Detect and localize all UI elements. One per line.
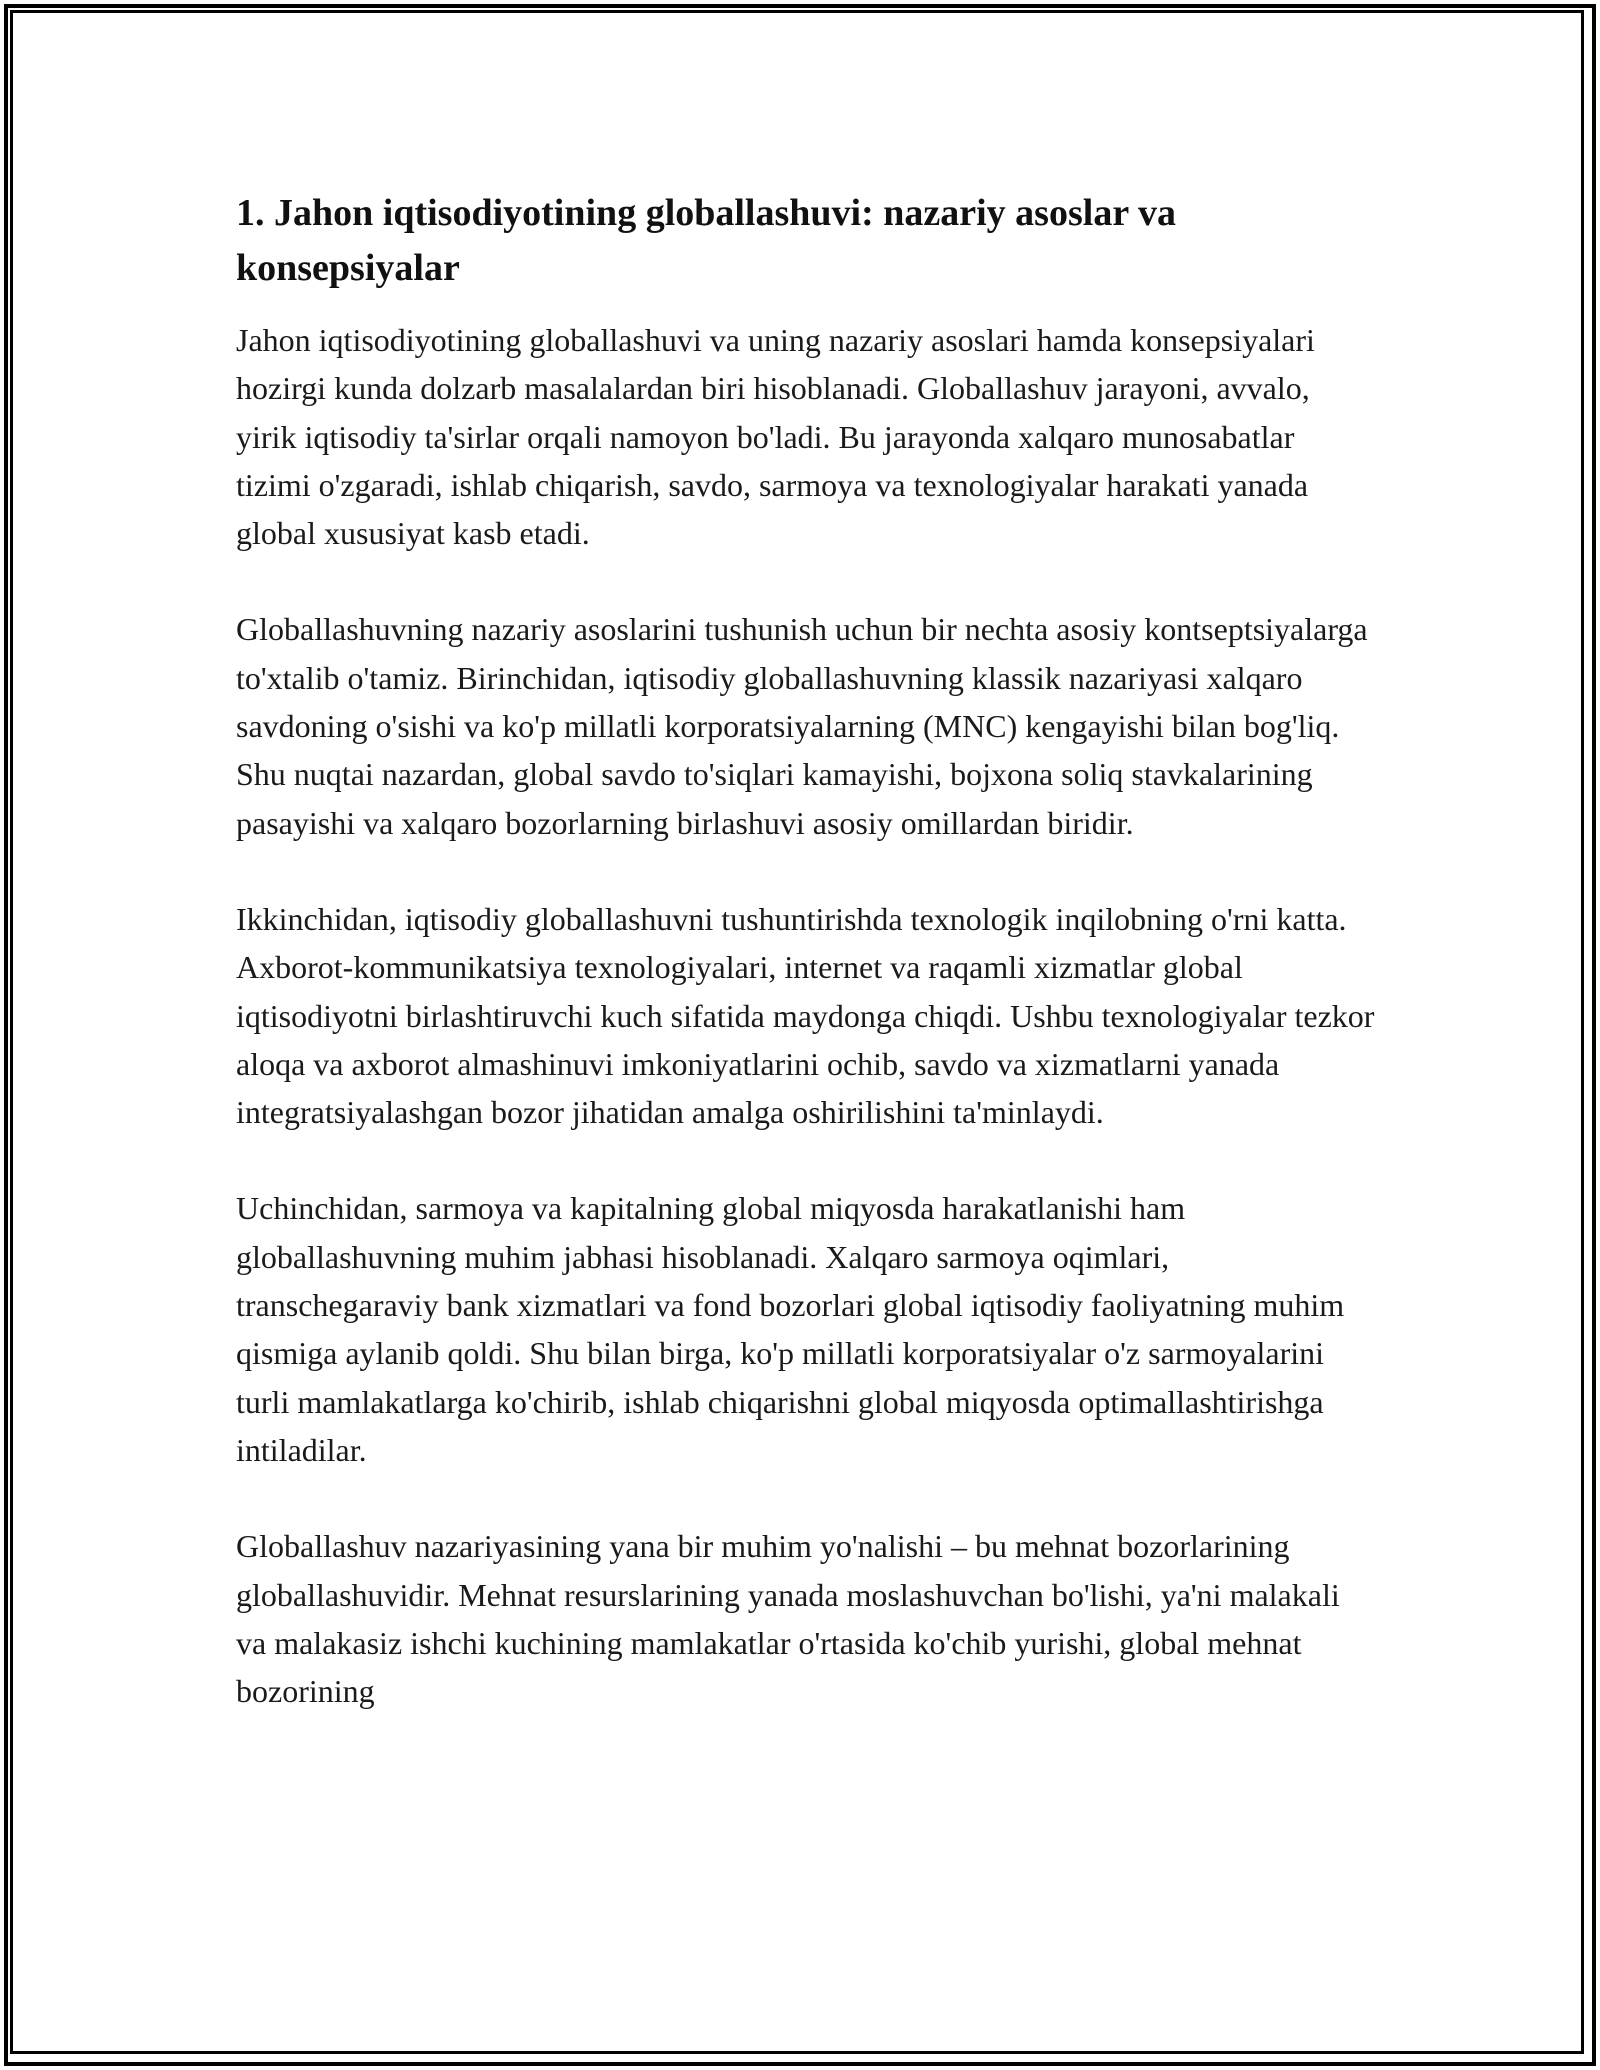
paragraph-5: Globallashuv nazariyasining yana bir muhim yo'nalishi – bu mehnat bozorlarining globallashuvidir. Mehnat resurslarining yanada moslashuvchan bo'lishi, ya'ni malakali va malakasiz ishchi kuchining mamlakatlar o'rtasida ko'chib yurishi, global mehnat bozorining	[236, 1528, 1340, 1710]
paragraph-3: Ikkinchidan, iqtisodiy globallashuvni tushuntirishda texnologik inqilobning o'rni katta. Axborot-kommunikatsiya texnologiyalari, internet va raqamli xizmatlar global iqtisodiyotni birlashtiruvchi kuch sifatida maydonga chiqdi. Ushbu texnologiyalar tezkor aloqa va axborot almashinuvi imkoniyatlarini ochib, savdo va xizmatlarni yanada integratsiyalashgan bozor jihatidan amalga oshirilishini ta'minlaydi.	[236, 900, 1375, 1131]
document-body	[236, 186, 1376, 1763]
paragraph-1: Jahon iqtisodiyotining globallashuvi va uning nazariy asoslari hamda konsepsiyalari hozirgi kunda dolzarb masalalardan biri hisoblanadi. Globallashuv jarayoni, avvalo, yirik iqtisodiy ta'sirlar orqali namoyon bo'ladi. Bu jarayonda xalqaro munosabatlar tizimi o'zgaradi, ishlab chiqarish, savdo, sarmoya va texnologiyalar harakati yanada global xususiyat kasb etadi.	[236, 322, 1315, 552]
paragraph-2: Globallashuvning nazariy asoslarini tushunish uchun bir nechta asosiy kontseptsiyalarga to'xtalib o'tamiz. Birinchidan, iqtisodiy globallashuvning klassik nazariyasi xalqaro savdoning o'sishi va ko'p millatli korporatsiyalarning (MNC) kengayishi bilan bog'liq. Shu nuqtai nazardan, global savdo to'siqlari kamayishi, bojxona soliq stavkalarining pasayishi va xalqaro bozorlarning birlashuvi asosiy omillardan biridir.	[236, 611, 1368, 841]
section-heading: 1. Jahon iqtisodiyotining globallashuvi: nazariy asoslar va konsepsiyalar	[236, 192, 1176, 289]
paragraph-4: Uchinchidan, sarmoya va kapitalning global miqyosda harakatlanishi ham globallashuvning muhim jabhasi hisoblanadi. Xalqaro sarmoya oqimlari, transchegaraviy bank xizmatlari va fond bozorlari global iqtisodiy faoliyatning muhim qismiga aylanib qoldi. Shu bilan birga, ko'p millatli korporatsiyalar o'z sarmoyalarini turli mamlakatlarga ko'chirib, ishlab chiqarishni global miqyosda optimallashtirishga intiladilar.	[236, 1190, 1345, 1468]
